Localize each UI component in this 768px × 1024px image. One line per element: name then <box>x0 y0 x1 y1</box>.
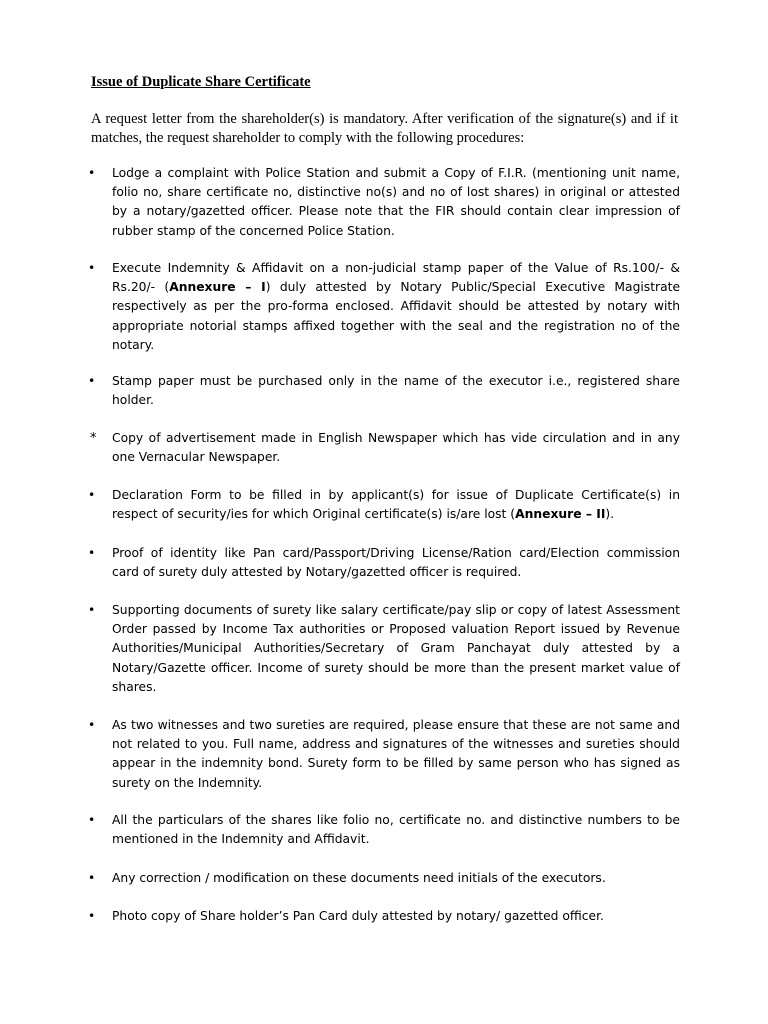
asterisk-icon: * <box>90 431 97 446</box>
annexure-reference: Annexure – I <box>169 280 266 295</box>
bullet-icon: • <box>88 909 96 923</box>
list-item-text: Stamp paper must be purchased only in the name of the executor i.e., registered share holder. <box>112 374 680 408</box>
list-item <box>88 907 680 926</box>
list-item <box>88 811 680 849</box>
list-item <box>88 164 680 241</box>
list-item-text: All the particulars of the shares like folio no, certificate no. and distinctive numbers to be mentioned in the Indemnity and Affidavit. <box>112 813 680 847</box>
list-item <box>88 486 680 524</box>
list-item-text: Proof of identity like Pan card/Passport/Driving License/Ration card/Election commission card of surety duly attested by Notary/gazetted officer is required. <box>112 546 680 580</box>
list-item-text: Supporting documents of surety like salary certificate/pay slip or copy of latest Assessment Order passed by Income Tax authorities or Proposed valuation Report issued by Revenue Authorities/Municipal Authorities/Secretary of Gram Panchayat duly attested by a Notary/Gazette officer. Income of surety should be more than the present market value of shares. <box>112 603 680 694</box>
list-item <box>88 544 680 582</box>
list-item-text-part: Declaration Form to be filled in by applicant(s) for issue of Duplicate Certificate(s) in respect of security/ies for which Original certificate(s) is/are lost ( <box>112 488 680 522</box>
annexure-reference: Annexure – II <box>515 507 606 522</box>
list-item <box>88 601 680 697</box>
list-item <box>88 869 680 888</box>
bullet-icon: • <box>88 261 96 275</box>
bullet-icon: • <box>88 166 96 180</box>
list-item-text: Photo copy of Share holder’s Pan Card duly attested by notary/ gazetted officer. <box>112 909 604 923</box>
list-item <box>88 259 680 355</box>
bullet-icon: • <box>88 813 96 827</box>
list-item-text: Lodge a complaint with Police Station and submit a Copy of F.I.R. (mentioning unit name, folio no, share certificate no, distinctive no(s) and no of lost shares) in original or attested by a notary/gazetted officer. Please note that the FIR should contain clear impression of rubber stamp of the concerned Police Station. <box>112 166 680 238</box>
list-item <box>88 716 680 793</box>
list-item-text-part: ) duly attested by Notary Public/Special Executive Magistrate respectively as per the pro-forma enclosed. Affidavit should be attested by notary with appropriate notorial stamps affixed together with the seal and the registration no of the notary. <box>112 280 681 352</box>
list-item-text <box>112 259 680 355</box>
bullet-icon: • <box>88 718 96 732</box>
bullet-icon: • <box>88 603 96 617</box>
bullet-icon: • <box>88 871 96 885</box>
document-title: Issue of Duplicate Share Certificate <box>91 74 311 90</box>
bullet-icon: • <box>88 374 96 388</box>
list-item-text-part: ). <box>605 507 615 522</box>
intro-paragraph: A request letter from the shareholder(s) is mandatory. After verification of the signature(s) and if it matches, the request shareholder to comply with the following procedures: <box>91 111 678 146</box>
list-item-text <box>112 486 680 524</box>
bullet-icon: • <box>88 546 96 560</box>
list-item <box>88 429 680 467</box>
bullet-icon: • <box>88 488 96 502</box>
list-item-text: As two witnesses and two sureties are required, please ensure that these are not same and not related to you. Full name, address and signatures of the witnesses and sureties should appear in the indemnity bond. Surety form to be filled by same person who has signed as surety on the Indemnity. <box>112 718 680 790</box>
list-item-text: Any correction / modification on these documents need initials of the executors. <box>112 871 606 885</box>
list-item <box>88 372 680 410</box>
list-item-text-part: Execute Indemnity & Affidavit on a non-judicial stamp paper of the Value of Rs.100/- & Rs.20/- ( <box>112 261 680 295</box>
list-item-text: Copy of advertisement made in English Newspaper which has vide circulation and in any one Vernacular Newspaper. <box>112 431 680 465</box>
